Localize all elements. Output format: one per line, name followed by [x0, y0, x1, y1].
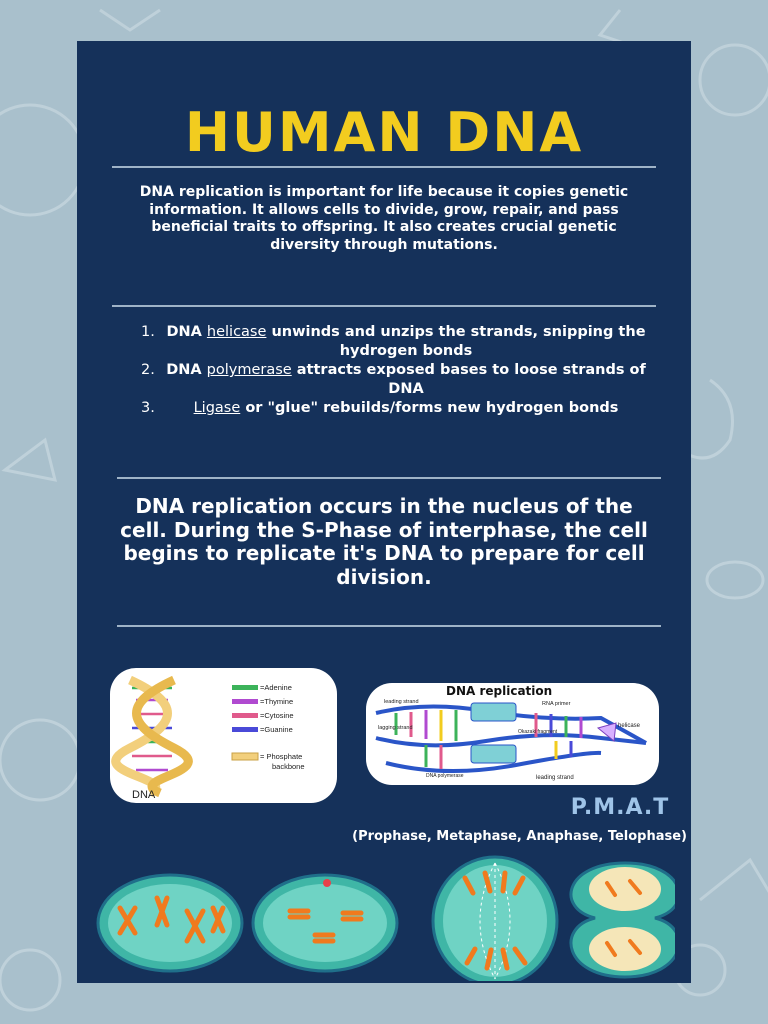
telophase-cell: [571, 863, 675, 977]
anaphase-cell: [433, 857, 557, 981]
divider: [117, 477, 661, 479]
poster: [77, 41, 691, 983]
dna-caption: DNA: [132, 789, 156, 801]
replication-steps: [119, 323, 659, 418]
legend-phosphate: = Phosphate: [260, 752, 303, 761]
label-leading-strand-bottom: leading strand: [536, 775, 574, 781]
legend-backbone: backbone: [272, 762, 305, 771]
term-ligase: Ligase: [193, 400, 241, 416]
mitosis-phases-illustration: [95, 853, 675, 981]
location-paragraph: DNA replication occurs in the nucleus of the cell. During the S-Phase of interphase, the cell begins to replicate it's DNA to prepare for cell division.: [120, 494, 648, 589]
replication-diagram-card: [366, 683, 659, 785]
metaphase-cell: [253, 875, 397, 971]
term-polymerase: polymerase: [206, 362, 292, 378]
step-polymerase: 2. DNA polymerase attracts exposed bases to loose strands of DNA: [141, 362, 646, 397]
poster-title: HUMAN DNA: [184, 101, 584, 164]
label-lagging-strand: lagging strand: [378, 725, 413, 731]
label-rna-primer: RNA primer: [542, 701, 571, 707]
divider: [117, 625, 661, 627]
step-helicase: 1. DNA helicase unwinds and unzips the strands, snipping the hydrogen bonds: [141, 324, 646, 359]
pmat-title: P.M.A.T: [570, 795, 670, 820]
label-okazaki: Okazaki fragment: [518, 729, 558, 735]
diagram-title: DNA replication: [446, 684, 553, 698]
label-helicase: helicase: [618, 723, 641, 729]
legend-guanine: =Guanine: [260, 725, 293, 734]
replication-diagram: [366, 683, 659, 785]
term-helicase: helicase: [206, 324, 267, 340]
intro-paragraph: DNA replication is important for life because it copies genetic information. It allows cells to divide, grow, repair, and pass beneficial traits to offspring. It also creates crucial genetic diversity through mutations.: [139, 184, 629, 253]
legend-cytosine: =Cytosine: [260, 711, 294, 720]
divider: [112, 305, 656, 307]
legend-thymine: =Thymine: [260, 697, 294, 706]
legend-adenine: =Adenine: [260, 683, 292, 692]
label-leading-strand-top: leading strand: [384, 699, 419, 705]
prophase-cell: [98, 875, 242, 971]
pmat-subtitle: (Prophase, Metaphase, Anaphase, Telophase): [352, 829, 687, 844]
step-ligase: 3. Ligase or "glue" rebuilds/forms new hydrogen bonds: [141, 400, 619, 416]
dna-helix-card: [110, 668, 337, 803]
divider: [112, 166, 656, 168]
label-dna-polymerase: DNA polymerase: [426, 773, 464, 779]
dna-helix-illustration: [110, 668, 337, 803]
